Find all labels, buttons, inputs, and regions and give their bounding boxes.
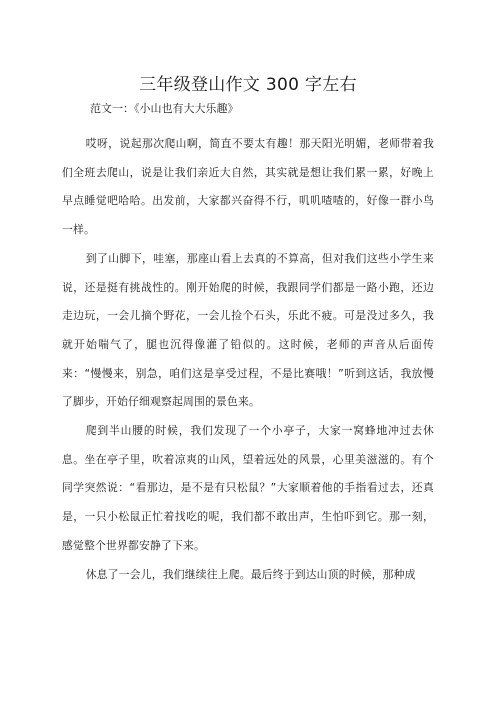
paragraph-2: 到了山脚下，哇塞，那座山看上去真的不算高，但对我们这些小学生来说，还是挺有挑战性的。刚开始爬的时候，我跟同学们都是一路小跑，还边走边玩，一会儿摘个野花，一会儿捡个石头，乐此不疲。可是没过多久，我就开始喘气了，腿也沉得像灌了铅似的。这时候，老师的声音从后面传来：“慢慢来，别急，咱们这是享受过程，不是比赛哦！”听到这话，我放慢了脚步，开始仔细观察起周围的景色来。 bbox=[62, 251, 434, 409]
essay-body bbox=[62, 130, 434, 589]
paragraph-3: 爬到半山腰的时候，我们发现了一个小亭子，大家一窝蜂地冲过去休息。坐在亭子里，吹着凉爽的山风，望着远处的风景，心里美滋滋的。有个同学突然说：“看那边，是不是有只松鼠？”大家顺着他的手指看过去，还真是，一只小松鼠正忙着找吃的呢，我们都不敢出声，生怕吓到它。那一刻，感觉整个世界都安静了下来。 bbox=[62, 424, 434, 552]
essay-subtitle: 范文一：《小山也有大大乐趣》 bbox=[90, 102, 239, 115]
paragraph-1: 哎呀，说起那次爬山啊，简直不要太有趣！那天阳光明媚，老师带着我们全班去爬山，说是让我们亲近大自然，其实就是想让我们累一累，好晚上早点睡觉吧哈哈。出发前，大家都兴奋得不行，叽叽喳喳的，好像一群小鸟一样。 bbox=[62, 137, 434, 237]
paragraph-4: 休息了一会儿，我们继续往上爬。最后终于到达山顶的时候，那种成 bbox=[85, 567, 416, 581]
document-title: 三年级登山作文 300 字左右 bbox=[139, 75, 357, 95]
